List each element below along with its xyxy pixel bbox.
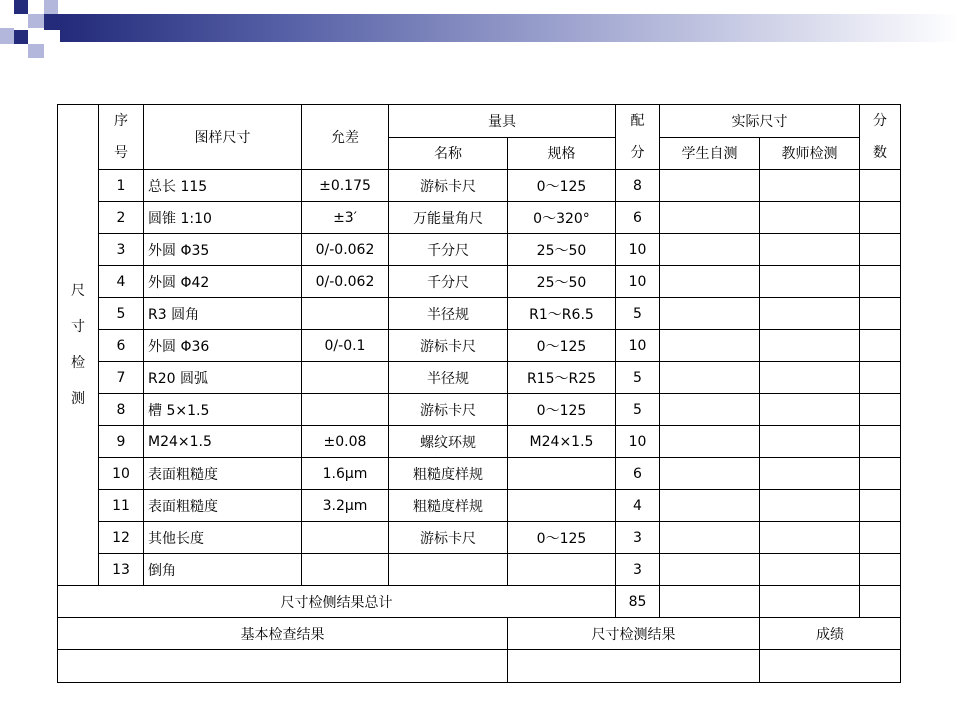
points-cell[interactable]	[860, 330, 901, 362]
gauge-name: 螺纹环规	[389, 426, 508, 458]
teacher-check-cell[interactable]	[760, 490, 860, 522]
tolerance	[302, 394, 389, 426]
row-number: 4	[99, 266, 144, 298]
row-number: 9	[99, 426, 144, 458]
gauge-name: 游标卡尺	[389, 394, 508, 426]
summary-value-row	[58, 650, 901, 683]
tolerance: 0/-0.062	[302, 234, 389, 266]
table-row	[58, 202, 901, 234]
student-check-cell[interactable]	[660, 426, 760, 458]
gauge-spec: R15～R25	[508, 362, 616, 394]
table-row	[58, 458, 901, 490]
gauge-spec: 0～320°	[508, 202, 616, 234]
deco-square	[0, 28, 14, 44]
gauge-name: 粗糙度样规	[389, 490, 508, 522]
tolerance: 0/-0.1	[302, 330, 389, 362]
tolerance	[302, 522, 389, 554]
gauge-spec: 25～50	[508, 234, 616, 266]
dimension-check-result-label: 尺寸检测结果	[508, 618, 760, 650]
student-check-cell[interactable]	[660, 266, 760, 298]
teacher-check-cell[interactable]	[760, 458, 860, 490]
allotted-score: 6	[616, 458, 660, 490]
student-check-cell[interactable]	[660, 234, 760, 266]
table-row	[58, 362, 901, 394]
points-total-cell[interactable]	[860, 586, 901, 618]
table-row	[58, 522, 901, 554]
total-label: 尺寸检侧结果总计	[58, 586, 616, 618]
teacher-check-cell[interactable]	[760, 394, 860, 426]
header-gauge-spec: 规格	[508, 137, 616, 170]
drawing-dimension: 外圆 Φ42	[144, 266, 302, 298]
points-cell[interactable]	[860, 170, 901, 202]
teacher-check-cell[interactable]	[760, 426, 860, 458]
grade-cell[interactable]	[760, 650, 901, 683]
points-cell[interactable]	[860, 426, 901, 458]
student-check-cell[interactable]	[660, 394, 760, 426]
header-actual-size: 实际尺寸	[660, 105, 860, 138]
row-number: 7	[99, 362, 144, 394]
header-tolerance: 允差	[302, 105, 389, 170]
deco-square	[44, 0, 58, 14]
row-number: 1	[99, 170, 144, 202]
teacher-total-cell[interactable]	[760, 586, 860, 618]
allotted-score: 10	[616, 330, 660, 362]
drawing-dimension: 倒角	[144, 554, 302, 586]
points-cell[interactable]	[860, 522, 901, 554]
tolerance: 1.6μm	[302, 458, 389, 490]
gauge-name	[389, 554, 508, 586]
deco-square	[14, 30, 28, 44]
header-teacher-check: 教师检测	[760, 137, 860, 170]
inspection-table	[57, 104, 901, 683]
row-number: 13	[99, 554, 144, 586]
dimension-check-result-cell[interactable]	[508, 650, 760, 683]
gauge-spec: R1～R6.5	[508, 298, 616, 330]
row-number: 5	[99, 298, 144, 330]
tolerance: ±0.08	[302, 426, 389, 458]
basic-check-result-label: 基本检查结果	[58, 618, 508, 650]
student-check-cell[interactable]	[660, 202, 760, 234]
allotted-score: 6	[616, 202, 660, 234]
student-check-cell[interactable]	[660, 298, 760, 330]
header-drawing-dimension: 图样尺寸	[144, 105, 302, 170]
points-cell[interactable]	[860, 458, 901, 490]
tolerance: ±3′	[302, 202, 389, 234]
tolerance: 3.2μm	[302, 490, 389, 522]
table-row	[58, 490, 901, 522]
points-cell[interactable]	[860, 266, 901, 298]
points-cell[interactable]	[860, 362, 901, 394]
gauge-name: 游标卡尺	[389, 330, 508, 362]
gauge-spec: 0～125	[508, 330, 616, 362]
drawing-dimension: 表面粗糙度	[144, 458, 302, 490]
gauge-name: 千分尺	[389, 234, 508, 266]
header-gauge: 量具	[389, 105, 616, 138]
allotted-score: 3	[616, 522, 660, 554]
deco-square	[28, 44, 44, 58]
deco-square	[14, 0, 28, 14]
allotted-score: 10	[616, 426, 660, 458]
drawing-dimension: 槽 5×1.5	[144, 394, 302, 426]
drawing-dimension: 总长 115	[144, 170, 302, 202]
drawing-dimension: 表面粗糙度	[144, 490, 302, 522]
teacher-check-cell[interactable]	[760, 554, 860, 586]
table-row	[58, 330, 901, 362]
gauge-spec	[508, 458, 616, 490]
allotted-score: 10	[616, 234, 660, 266]
basic-check-result-cell[interactable]	[58, 650, 508, 683]
teacher-check-cell[interactable]	[760, 234, 860, 266]
allotted-score: 10	[616, 266, 660, 298]
gauge-name: 万能量角尺	[389, 202, 508, 234]
allotted-score: 8	[616, 170, 660, 202]
teacher-check-cell[interactable]	[760, 330, 860, 362]
teacher-check-cell[interactable]	[760, 266, 860, 298]
points-cell[interactable]	[860, 298, 901, 330]
table-row	[58, 298, 901, 330]
drawing-dimension: 外圆 Φ36	[144, 330, 302, 362]
header-seq: 序 号	[99, 105, 144, 170]
row-number: 10	[99, 458, 144, 490]
tolerance: 0/-0.062	[302, 266, 389, 298]
student-check-cell[interactable]	[660, 170, 760, 202]
student-check-cell[interactable]	[660, 490, 760, 522]
table-row	[58, 426, 901, 458]
points-cell[interactable]	[860, 202, 901, 234]
gauge-name: 游标卡尺	[389, 170, 508, 202]
points-cell[interactable]	[860, 490, 901, 522]
teacher-check-cell[interactable]	[760, 298, 860, 330]
allotted-score: 5	[616, 394, 660, 426]
tolerance	[302, 362, 389, 394]
dimension-inspection-label: 尺 寸 检 测	[58, 105, 99, 586]
table-row	[58, 266, 901, 298]
drawing-dimension: R20 圆弧	[144, 362, 302, 394]
gauge-spec: 25～50	[508, 266, 616, 298]
student-check-cell[interactable]	[660, 362, 760, 394]
row-number: 6	[99, 330, 144, 362]
tolerance	[302, 554, 389, 586]
student-check-cell[interactable]	[660, 458, 760, 490]
teacher-check-cell[interactable]	[760, 170, 860, 202]
title-bar-gradient	[60, 14, 960, 42]
total-score: 85	[616, 586, 660, 618]
points-cell[interactable]	[860, 234, 901, 266]
drawing-dimension: 外圆 Φ35	[144, 234, 302, 266]
gauge-spec	[508, 554, 616, 586]
row-number: 12	[99, 522, 144, 554]
student-total-cell[interactable]	[660, 586, 760, 618]
title-decoration	[0, 0, 960, 60]
header-row-1	[58, 105, 901, 138]
gauge-name: 半径规	[389, 298, 508, 330]
student-check-cell[interactable]	[660, 522, 760, 554]
drawing-dimension: M24×1.5	[144, 426, 302, 458]
header-student-check: 学生自测	[660, 137, 760, 170]
student-check-cell[interactable]	[660, 554, 760, 586]
tolerance	[302, 298, 389, 330]
gauge-spec: 0～125	[508, 170, 616, 202]
row-number: 2	[99, 202, 144, 234]
teacher-check-cell[interactable]	[760, 362, 860, 394]
row-number: 11	[99, 490, 144, 522]
gauge-spec: M24×1.5	[508, 426, 616, 458]
gauge-spec	[508, 490, 616, 522]
table-row	[58, 394, 901, 426]
gauge-spec: 0～125	[508, 394, 616, 426]
allotted-score: 4	[616, 490, 660, 522]
drawing-dimension: R3 圆角	[144, 298, 302, 330]
row-number: 3	[99, 234, 144, 266]
table-row	[58, 554, 901, 586]
total-row	[58, 586, 901, 618]
allotted-score: 5	[616, 298, 660, 330]
table-row	[58, 234, 901, 266]
gauge-name: 半径规	[389, 362, 508, 394]
gauge-name: 游标卡尺	[389, 522, 508, 554]
points-cell[interactable]	[860, 554, 901, 586]
deco-square	[44, 14, 60, 30]
summary-header-row	[58, 618, 901, 650]
row-number: 8	[99, 394, 144, 426]
gauge-name: 千分尺	[389, 266, 508, 298]
teacher-check-cell[interactable]	[760, 522, 860, 554]
teacher-check-cell[interactable]	[760, 202, 860, 234]
deco-square	[28, 14, 44, 28]
gauge-spec: 0～125	[508, 522, 616, 554]
header-gauge-name: 名称	[389, 137, 508, 170]
header-points: 分 数	[860, 105, 901, 170]
points-cell[interactable]	[860, 394, 901, 426]
allotted-score: 3	[616, 554, 660, 586]
table-row	[58, 170, 901, 202]
grade-label: 成绩	[760, 618, 901, 650]
header-allotted-score: 配 分	[616, 105, 660, 170]
tolerance: ±0.175	[302, 170, 389, 202]
gauge-name: 粗糙度样规	[389, 458, 508, 490]
drawing-dimension: 圆锥 1:10	[144, 202, 302, 234]
student-check-cell[interactable]	[660, 330, 760, 362]
drawing-dimension: 其他长度	[144, 522, 302, 554]
allotted-score: 5	[616, 362, 660, 394]
